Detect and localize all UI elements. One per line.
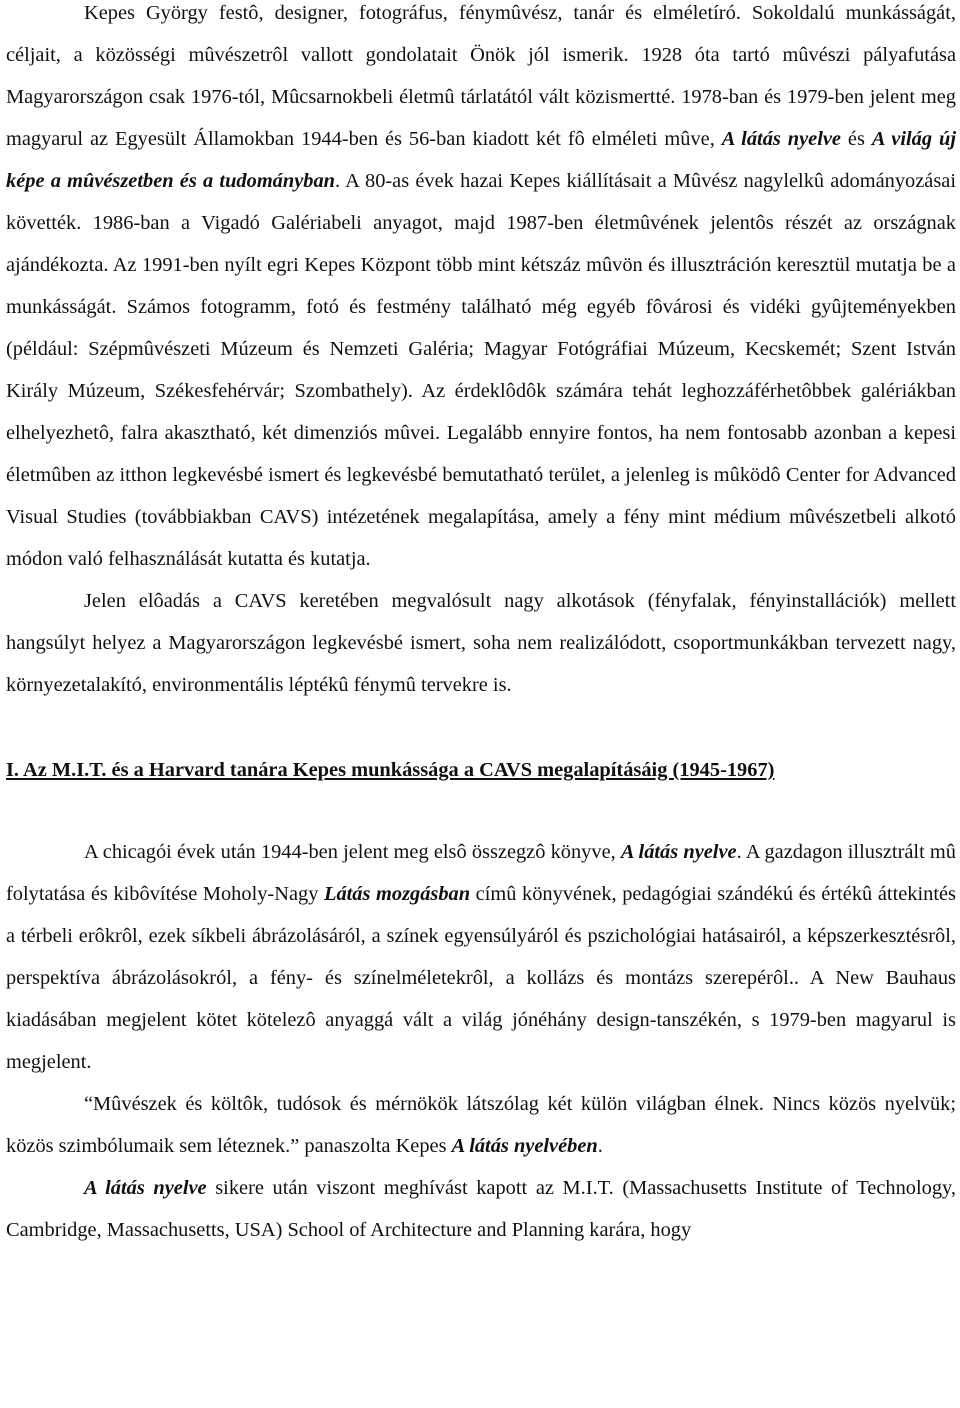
paragraph-cavs-lecture xyxy=(6,580,956,706)
paragraph-text: . xyxy=(597,1135,603,1157)
document-page xyxy=(6,0,956,1251)
book-title-emphasis: A látás nyelve xyxy=(84,1177,207,1199)
paragraph-quote xyxy=(6,1083,956,1167)
book-title-emphasis: A látás nyelvében xyxy=(451,1135,598,1157)
section-spacer xyxy=(6,791,956,831)
paragraph-intro xyxy=(6,0,956,580)
paragraph-text: címû könyvének, pedagógiai szándékú és értékû áttekintés a térbeli erôkrôl, ezek síkbeli ábrázolásáról, a színek egyensúlyáról és pszichológiai hatásairól, a képszerkesztésrôl, perspektíva ábrázolásokról, a fény- és színelméletekrôl, a kollázs és montázs szerepérôl.. A New Bauhaus kiadásában megjelent kötet kötelezô anyaggá vált a világ jónéhány design-tanszékén, s 1979-ben magyarul is megjelent. xyxy=(6,883,956,1073)
paragraph-text: sikere után viszont meghívást kapott az M.I.T. (Massachusetts Institute of Technology, Cambridge, Massachusetts, USA) School of Architecture and Planning karára, hogy xyxy=(6,1177,956,1241)
paragraph-text: Jelen elôadás a CAVS keretében megvalósult nagy alkotások (fényfalak, fényinstallációk) mellett hangsúlyt helyez a Magyarországon legkevésbé ismert, soha nem realizálódott, csoportmunkákban tervezett nagy, környezetalakító, environmentális léptékû fénymû tervekre is. xyxy=(6,590,956,696)
book-title-emphasis: A világ új képe a mûvészetben és a tudományban xyxy=(6,128,956,192)
book-title-emphasis: A látás nyelve xyxy=(620,841,737,863)
paragraph-text: A chicagói évek után 1944-ben jelent meg elsô összegzô könyve, xyxy=(84,841,621,863)
paragraph-text: . A gazdagon illusztrált mû folytatása és kibôvítése Moholy-Nagy xyxy=(6,841,956,905)
book-title-emphasis: Látás mozgásban xyxy=(323,883,471,905)
paragraph-text: és xyxy=(840,128,872,150)
book-title-emphasis: A látás nyelve xyxy=(721,128,841,150)
paragraph-chicago-years xyxy=(6,831,956,1083)
paragraph-text: Kepes György festô, designer, fotográfus, fénymûvész, tanár és elméletíró. Sokoldalú munkásságát, céljait, a közösségi mûvészetrôl vallott gondolatait Önök jól ismerik. 1928 óta tartó mûvészi pályafutása Magyarországon csak 1976-tól, Mûcsarnokbeli életmû tárlatától vált közismertté. 1978-ban és 1979-ben jelent meg magyarul az Egyesült Államokban 1944-ben és 56-ban kiadott két fô elméleti mûve, xyxy=(6,2,956,150)
section-heading: I. Az M.I.T. és a Harvard tanára Kepes munkássága a CAVS megalapításáig (1945-1967) xyxy=(6,759,775,781)
paragraph-text: . A 80-as évek hazai Kepes kiállításait a Mûvész nagylelkû adományozásai követték. 1986-ban a Vigadó Galériabeli anyagot, majd 1987-ben életmûvének jelentôs részét az országnak ajándékozta. Az 1991-ben nyílt egri Kepes Központ több mint kétszáz mûvön és illusztráción keresztül mutatja be a munkásságát. Számos fotogramm, fotó és festmény található még egyéb fôvárosi és vidéki gyûjteményekben (például: Szépmûvészeti Múzeum és Nemzeti Galéria; Magyar Fotógráfiai Múzeum, Kecskemét; Szent István Király Múzeum, Székesfehérvár; Szombathely). Az érdeklôdôk számára tehát leghozzáférhetôbbek galériákban elhelyezhetô, falra akasztható, két dimenziós mûvei. Legalább ennyire fontos, ha nem fontosabb azonban a kepesi életmûben az itthon legkevésbé ismert és legkevésbé bemutatható terület, a jelenleg is mûködô Center for Advanced Visual Studies (továbbiakban CAVS) intézetének megalapítása, amely a fény mint médium mûvészetbeli alkotó módon való felhasználását kutatta és kutatja. xyxy=(6,170,956,570)
quote-text: “Mûvészek és költôk, tudósok és mérnökök látszólag két külön világban élnek. Nincs közös nyelvük; közös szimbólumaik sem léteznek.” panaszolta Kepes xyxy=(6,1093,956,1157)
paragraph-mit-invitation xyxy=(6,1167,956,1251)
